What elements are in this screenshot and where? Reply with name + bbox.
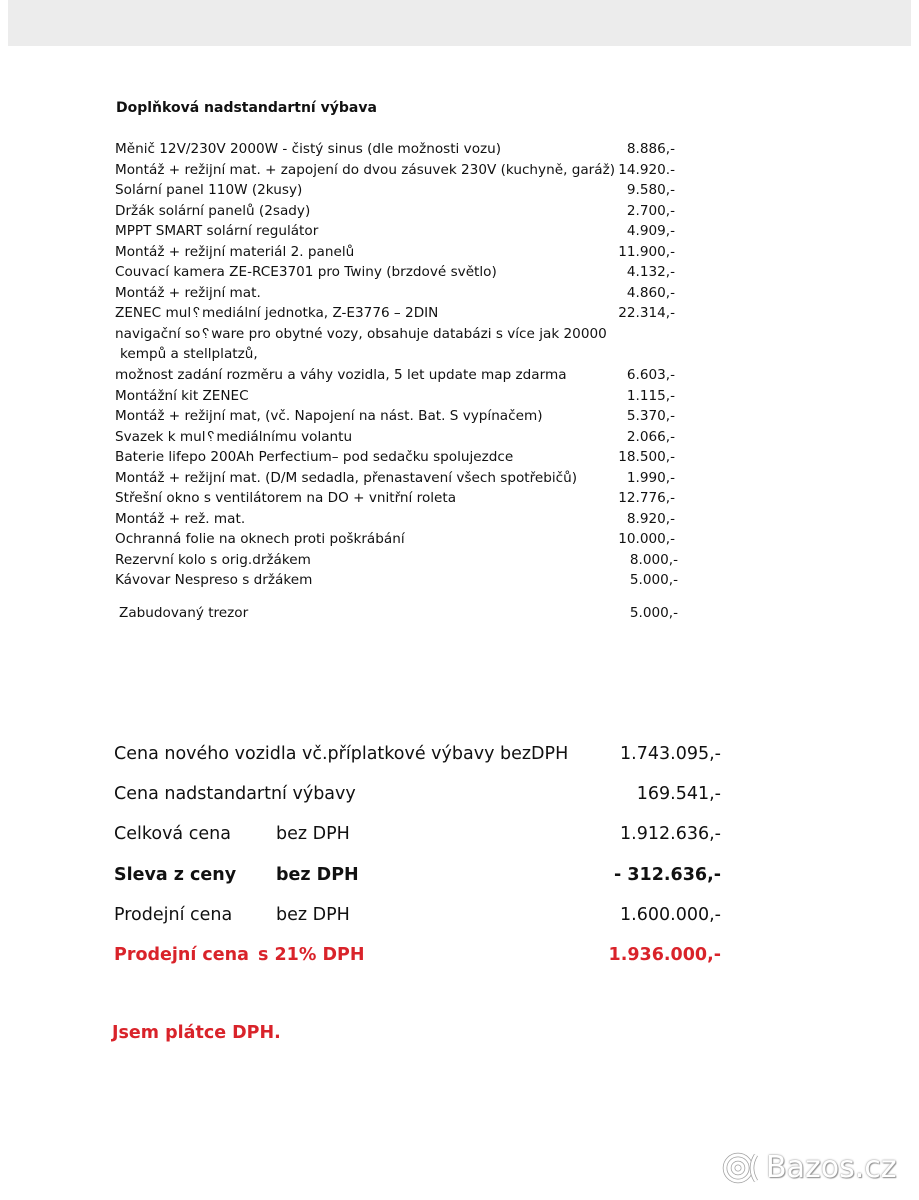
list-item: [115, 283, 675, 304]
list-item: [115, 180, 675, 201]
summary-value: 169.541,-: [636, 784, 721, 805]
summary-value: 1.936.000,-: [608, 944, 721, 965]
summary-label: Celková cena: [114, 824, 231, 845]
summary-sublabel: s 21% DPH: [258, 944, 365, 965]
list-item: [115, 262, 675, 283]
summary-value: 1.743.095,-: [620, 744, 721, 764]
bazos-watermark: [722, 1150, 896, 1185]
item-price: 2.700,-: [626, 202, 675, 219]
summary-row: [114, 779, 721, 819]
item-label: Montáž + režijní mat, (vč. Napojení na nást. Bat. S vypínačem): [115, 408, 543, 425]
item-price: 2.066,-: [626, 428, 675, 445]
equipment-list: [115, 139, 678, 624]
item-label: Kávovar Nespreso s držákem: [115, 572, 313, 589]
price-summary: [114, 739, 721, 980]
item-label: kempů a stellplatzů,: [120, 346, 258, 363]
item-label: možnost zadání rozměru a váhy vozidla, 5 let update map zdarma: [115, 367, 567, 384]
summary-row: [114, 739, 721, 779]
item-price: 10.000,-: [618, 531, 675, 548]
item-label: Montáž + režijní mat. + zapojení do dvou zásuvek 230V (kuchyně, garáž): [115, 161, 616, 178]
item-label: ZENEC mul␦mediální jednotka, Z-E3776 – 2DIN: [115, 305, 439, 322]
item-price: 1.990,-: [626, 469, 675, 486]
item-price: 5.000,-: [629, 572, 678, 589]
summary-row: [114, 900, 721, 940]
summary-label: Prodejní cena: [114, 904, 233, 925]
list-item: [115, 550, 678, 571]
summary-value: 1.912.636,-: [620, 824, 721, 845]
list-item: [115, 201, 675, 222]
item-price: 4.132,-: [626, 264, 675, 281]
item-price: 1.115,-: [626, 387, 675, 404]
list-item: [115, 406, 675, 427]
item-price: 18.500,-: [618, 449, 675, 466]
item-price: 6.603,-: [626, 367, 675, 384]
bazos-logo-icon: [722, 1151, 760, 1185]
item-label: Montážní kit ZENEC: [115, 387, 249, 404]
item-label: Solární panel 110W (2kusy): [115, 182, 303, 199]
item-price: 5.370,-: [626, 408, 675, 425]
list-item: [115, 139, 675, 160]
item-price: 12.776,-: [618, 490, 675, 507]
item-label: Rezervní kolo s orig.držákem: [115, 551, 311, 568]
item-label: Montáž + režijní mat. (D/M sedadla, přenastavení všech spotřebičů): [115, 469, 578, 486]
list-item: [115, 427, 675, 448]
list-item: [115, 603, 678, 624]
vat-payer-note: Jsem plátce DPH.: [112, 1023, 281, 1043]
item-label: Zabudovaný trezor: [119, 605, 249, 622]
summary-label: Cena nového vozidla vč.příplatkové výbavy bezDPH: [114, 744, 569, 764]
list-item: [115, 386, 675, 407]
list-item: [115, 242, 675, 263]
summary-sublabel: bez DPH: [276, 824, 350, 845]
summary-label: Cena nadstandartní výbavy: [114, 784, 356, 805]
list-item: [115, 488, 675, 509]
list-item: [115, 529, 675, 550]
item-label: Montáž + rež. mat.: [115, 510, 246, 527]
watermark-text: Bazos.cz: [766, 1150, 897, 1185]
list-item: [115, 344, 675, 365]
item-label: Couvací kamera ZE-RCE3701 pro Twiny (brzdové světlo): [115, 264, 497, 281]
list-item: [115, 303, 675, 324]
item-price: 8.886,-: [626, 141, 675, 157]
item-price: 22.314,-: [618, 305, 675, 322]
item-label: Držák solární panelů (2sady): [115, 202, 311, 219]
final-price-row: [114, 940, 721, 980]
item-label: navigační so␦ware pro obytné vozy, obsahuje databázi s více jak 20000: [115, 325, 607, 342]
list-item: [115, 160, 675, 181]
summary-label: Prodejní cena: [114, 944, 249, 965]
summary-value: - 312.636,-: [614, 864, 721, 885]
item-label: Montáž + režijní mat.: [115, 284, 261, 301]
list-item: [115, 365, 675, 386]
item-label: MPPT SMART solární regulátor: [115, 223, 319, 240]
list-item: [115, 324, 675, 345]
top-gray-band: [8, 0, 911, 46]
list-item: [115, 221, 675, 242]
item-label: Svazek k mul␦mediálnímu volantu: [115, 428, 353, 445]
item-label: Střešní okno s ventilátorem na DO + vnitřní roleta: [115, 490, 457, 507]
item-label: Ochranná folie na oknech proti poškrábání: [115, 531, 405, 548]
item-price: 9.580,-: [626, 182, 675, 199]
item-label: Montáž + režijní materiál 2. panelů: [115, 243, 355, 260]
item-label: Baterie lifepo 200Ah Perfectium– pod sedačku spolujezdce: [115, 449, 514, 466]
item-price: 4.909,-: [626, 223, 675, 240]
item-price: 4.860,-: [626, 284, 675, 301]
summary-value: 1.600.000,-: [620, 904, 721, 925]
discount-row: [114, 860, 721, 900]
item-price: 14.920.-: [618, 161, 675, 178]
list-item: [115, 468, 675, 489]
item-price: 8.000,-: [629, 551, 678, 568]
summary-sublabel: bez DPH: [276, 864, 359, 885]
item-label: Měnič 12V/230V 2000W - čistý sinus (dle možnosti vozu): [115, 141, 502, 157]
section-heading: Doplňková nadstandartní výbava: [116, 100, 377, 116]
list-item: [115, 447, 675, 468]
summary-sublabel: bez DPH: [276, 904, 350, 925]
list-item: [115, 509, 675, 530]
item-price: 8.920,-: [626, 510, 675, 527]
item-price: 11.900,-: [618, 243, 675, 260]
list-item: [115, 570, 678, 591]
summary-row: [114, 819, 721, 859]
item-price: 5.000,-: [629, 605, 678, 622]
summary-label: Sleva z ceny: [114, 864, 237, 885]
